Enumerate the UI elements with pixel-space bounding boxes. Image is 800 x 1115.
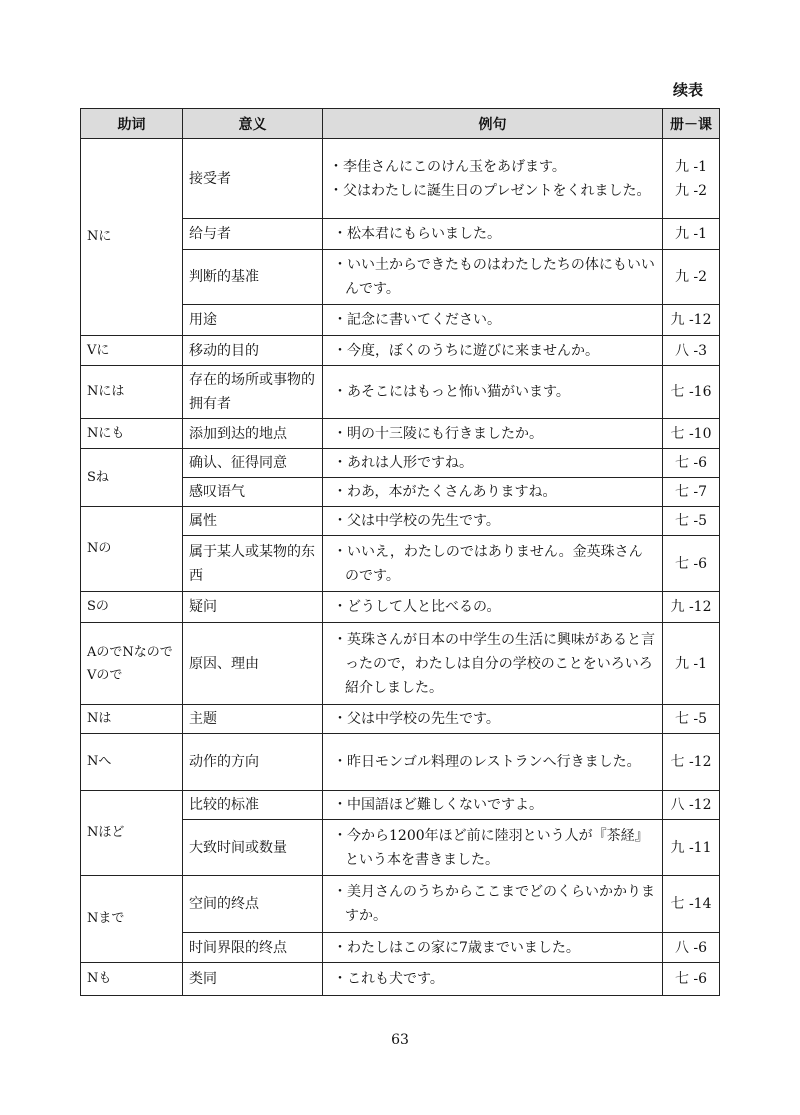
example-cell: ・父は中学校の先生です。: [323, 507, 663, 536]
meaning-cell: 属性: [183, 507, 323, 536]
grade-value: 九 -2: [674, 182, 708, 199]
particle-cell: Nへ: [81, 734, 183, 791]
table-row: [81, 507, 720, 536]
grade-cell: 七 -6: [663, 536, 720, 592]
meaning-cell: 原因、理由: [183, 623, 323, 705]
grade-cell: 九 -12: [663, 592, 720, 623]
table-row: [81, 419, 720, 449]
grade-cell: 七 -6: [663, 963, 720, 996]
table-row: [81, 449, 720, 478]
grade-cell: 七 -12: [663, 734, 720, 791]
meaning-cell: 类同: [183, 963, 323, 996]
table-row: [81, 876, 720, 933]
meaning-cell: 大致时间或数量: [183, 820, 323, 876]
grade-cell: 七 -5: [663, 507, 720, 536]
meaning-cell: 用途: [183, 305, 323, 336]
header-meaning: 意义: [183, 109, 323, 139]
meaning-cell: 时间界限的终点: [183, 933, 323, 963]
example-cell: ・父は中学校の先生です。: [323, 705, 663, 734]
grade-cell: 七 -10: [663, 419, 720, 449]
meaning-cell: 给与者: [183, 219, 323, 250]
grade-cell: 七 -16: [663, 366, 720, 419]
example-cell: ・記念に書いてください。: [323, 305, 663, 336]
table-row: [81, 791, 720, 820]
example-cell: ・これも犬です。: [323, 963, 663, 996]
grade-value: 九 -1: [674, 158, 708, 175]
table-row: [81, 963, 720, 996]
particle-cell: Nまで: [81, 876, 183, 963]
example-cell: ・あそこにはもっと怖い猫がいます。: [323, 366, 663, 419]
grade-cell: [663, 139, 720, 219]
meaning-cell: 比较的标准: [183, 791, 323, 820]
grade-cell: 九 -1: [663, 623, 720, 705]
example-cell: ・わたしはこの家に7歳までいました。: [323, 933, 663, 963]
grade-cell: 七 -7: [663, 478, 720, 507]
particle-cell: Nは: [81, 705, 183, 734]
particle-cell: AのでNなのでVので: [81, 623, 183, 705]
meaning-cell: 移动的目的: [183, 336, 323, 366]
table-row: [81, 734, 720, 791]
table-row: [81, 623, 720, 705]
table-row: [81, 592, 720, 623]
example-cell: ・松本君にもらいました。: [323, 219, 663, 250]
grade-cell: 八 -12: [663, 791, 720, 820]
example-sentence: ・李佳さんにこのけん玉をあげます。: [329, 158, 566, 175]
example-cell: [323, 139, 663, 219]
meaning-cell: 动作的方向: [183, 734, 323, 791]
grade-cell: 九 -2: [663, 250, 720, 305]
particle-cell: Nに: [81, 139, 183, 336]
particle-cell: Nも: [81, 963, 183, 996]
particle-table: [80, 108, 720, 996]
table-row: [81, 336, 720, 366]
table-row: [81, 366, 720, 419]
grade-cell: 七 -6: [663, 449, 720, 478]
header-grade: 册－课: [663, 109, 720, 139]
example-cell: ・あれは人形ですね。: [323, 449, 663, 478]
particle-cell: Nにも: [81, 419, 183, 449]
meaning-cell: 主题: [183, 705, 323, 734]
example-cell: ・英珠さんが日本の中学生の生活に興味があると言ったので，わたしは自分の学校のことをいろいろ紹介しました。: [323, 623, 663, 705]
example-cell: ・美月さんのうちからここまでどのくらいかかりますか。: [323, 876, 663, 933]
meaning-cell: 属于某人或某物的东西: [183, 536, 323, 592]
particle-cell: Vに: [81, 336, 183, 366]
table-caption: 续表: [672, 81, 703, 99]
page-number: 63: [391, 1032, 409, 1048]
example-cell: ・いい土からできたものはわたしたちの体にもいいんです。: [323, 250, 663, 305]
table-row: [81, 705, 720, 734]
meaning-cell: 添加到达的地点: [183, 419, 323, 449]
grade-cell: 九 -11: [663, 820, 720, 876]
meaning-cell: 感叹语气: [183, 478, 323, 507]
particle-cell: Nほど: [81, 791, 183, 876]
grade-cell: 九 -12: [663, 305, 720, 336]
grade-cell: 八 -3: [663, 336, 720, 366]
example-cell: ・今度，ぼくのうちに遊びに来ませんか。: [323, 336, 663, 366]
header-row: [81, 109, 720, 139]
example-cell: ・明の十三陵にも行きましたか。: [323, 419, 663, 449]
particle-cell: Sの: [81, 592, 183, 623]
meaning-cell: 疑问: [183, 592, 323, 623]
meaning-cell: 空间的终点: [183, 876, 323, 933]
example-sentence: ・父はわたしに誕生日のプレゼントをくれました。: [329, 182, 651, 199]
example-cell: ・わあ，本がたくさんありますね。: [323, 478, 663, 507]
grade-cell: 七 -14: [663, 876, 720, 933]
table-row: [81, 139, 720, 219]
example-cell: ・中国語ほど難しくないですよ。: [323, 791, 663, 820]
meaning-cell: 确认、征得同意: [183, 449, 323, 478]
example-cell: ・どうして人と比べるの。: [323, 592, 663, 623]
example-cell: ・いいえ，わたしのではありません。金英珠さんのです。: [323, 536, 663, 592]
particle-cell: Sね: [81, 449, 183, 507]
grade-cell: 九 -1: [663, 219, 720, 250]
grade-cell: 七 -5: [663, 705, 720, 734]
header-example: 例句: [323, 109, 663, 139]
particle-cell: Nには: [81, 366, 183, 419]
meaning-cell: 存在的场所或事物的拥有者: [183, 366, 323, 419]
particle-cell: Nの: [81, 507, 183, 592]
grade-cell: 八 -6: [663, 933, 720, 963]
example-cell: ・昨日モンゴル料理のレストランへ行きました。: [323, 734, 663, 791]
meaning-cell: 接受者: [183, 139, 323, 219]
example-cell: ・今から1200年ほど前に陸羽という人が『茶経』という本を書きました。: [323, 820, 663, 876]
header-particle: 助词: [81, 109, 183, 139]
meaning-cell: 判断的基准: [183, 250, 323, 305]
